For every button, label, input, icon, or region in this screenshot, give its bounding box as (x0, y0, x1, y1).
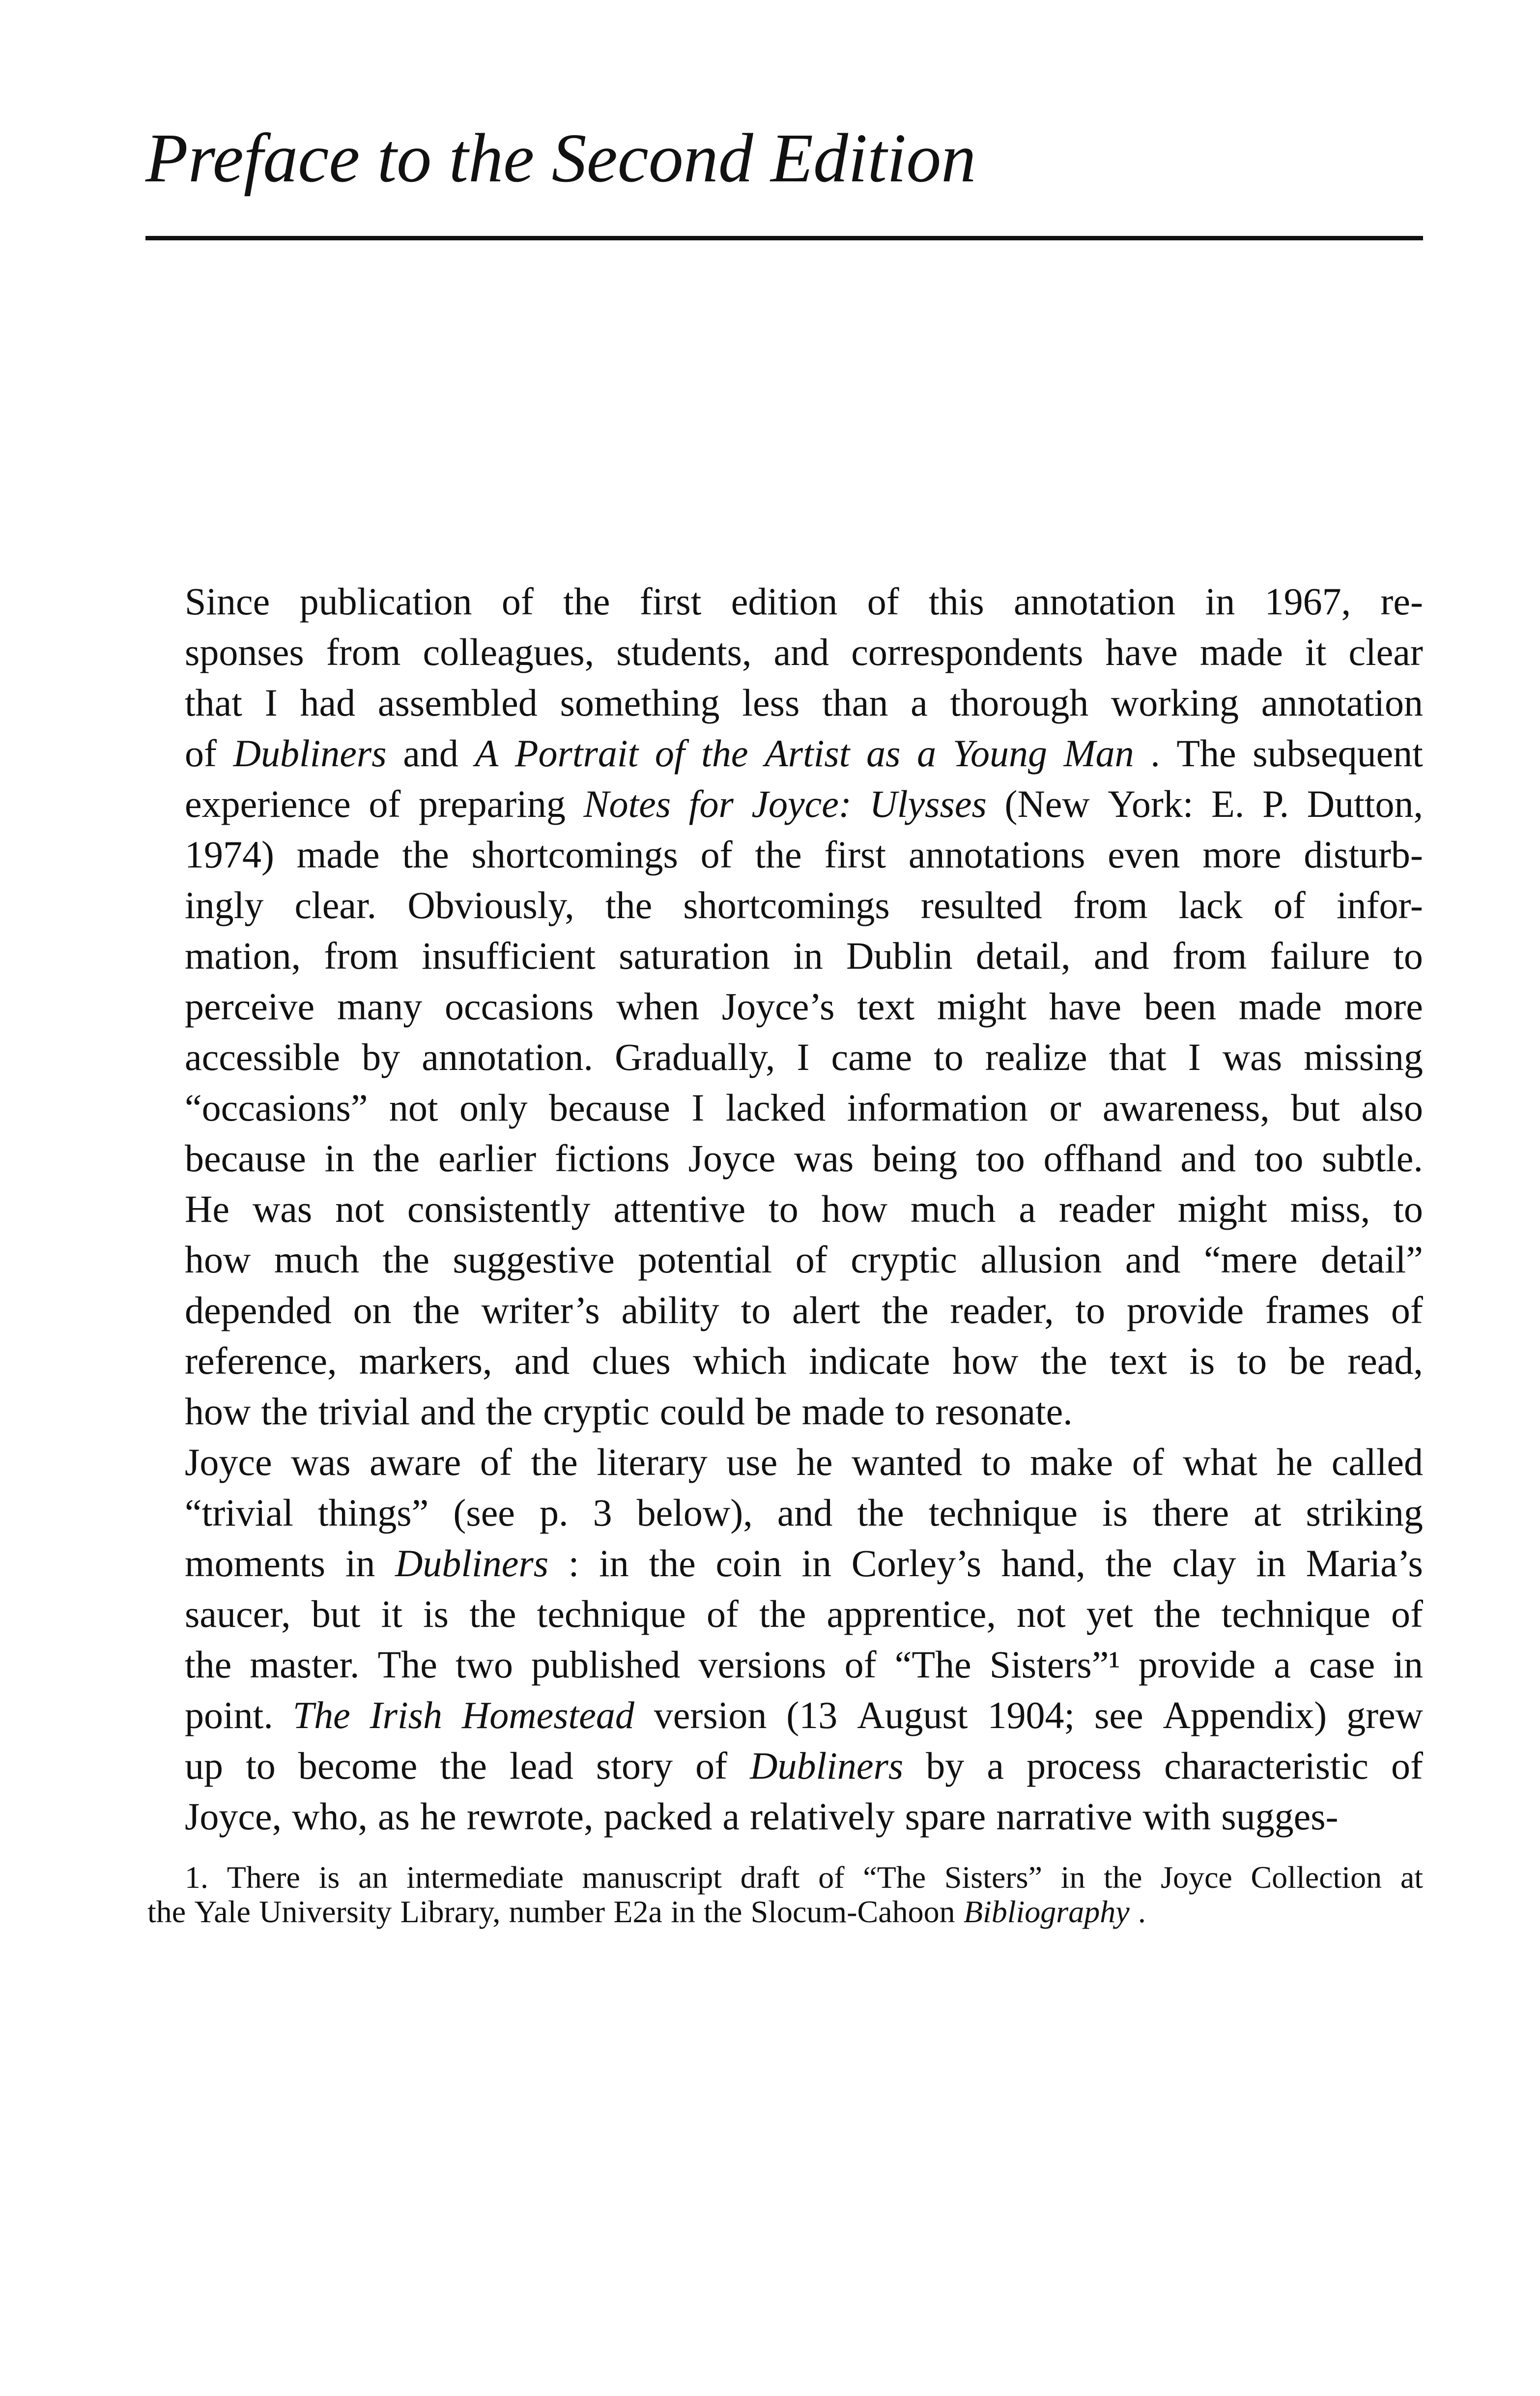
paragraph-1-line: how much the suggestive potential of cryptic allusion and “mere detail” (185, 1238, 1423, 1281)
paragraph-2-line: moments in Dubliners : in the coin in Corley’s hand, the clay in Maria’s (185, 1542, 1423, 1585)
body-text (185, 576, 1423, 1842)
footnote (147, 1860, 1423, 1929)
paragraph-1-line: 1974) made the shortcomings of the first annotations even more disturb- (185, 833, 1423, 876)
paragraph-1-line: He was not consistently attentive to how much a reader might miss, to (185, 1187, 1423, 1230)
paragraph-1-line: how the trivial and the cryptic could be made to resonate. (185, 1390, 1073, 1433)
paragraph-2-line: Joyce was aware of the literary use he wanted to make of what he called (185, 1441, 1423, 1483)
paragraph-1-line: of Dubliners and A Portrait of the Artist as a Young Man . The subsequent (185, 732, 1423, 775)
paragraph-1-line: depended on the writer’s ability to alert the reader, to provide frames of (185, 1289, 1423, 1331)
paragraph-1-line: perceive many occasions when Joyce’s text might have been made more (185, 985, 1423, 1028)
paragraph-1-line: experience of preparing Notes for Joyce: Ulysses (New York: E. P. Dutton, (185, 782, 1423, 825)
paragraph-1-line: that I had assembled something less than a thorough working annotation (185, 681, 1423, 724)
paragraph-1-line: reference, markers, and clues which indicate how the text is to be read, (185, 1339, 1423, 1382)
paragraph-2-line: the master. The two published versions of “The Sisters”¹ provide a case in (185, 1643, 1423, 1686)
paragraph-2-line: “trivial things” (see p. 3 below), and the technique is there at striking (185, 1491, 1423, 1534)
page-title: Preface to the Second Edition (145, 119, 976, 197)
paragraph-1-line: because in the earlier fictions Joyce was being too offhand and too subtle. (185, 1137, 1423, 1180)
paragraph-1-line: Since publication of the first edition of this annotation in 1967, re- (185, 580, 1423, 623)
paragraph-1-line: ingly clear. Obviously, the shortcomings resulted from lack of infor- (185, 884, 1423, 926)
footnote-line: 1. There is an intermediate manuscript draft of “The Sisters” in the Joyce Collection at (185, 1860, 1423, 1895)
paragraph-1-line: accessible by annotation. Gradually, I came to realize that I was missing (185, 1036, 1423, 1078)
paragraph-1-line: “occasions” not only because I lacked information or awareness, but also (185, 1086, 1423, 1129)
paragraph-2-line: up to become the lead story of Dubliners by a process characteristic of (185, 1744, 1423, 1787)
paragraph-2-line: saucer, but it is the technique of the apprentice, not yet the technique of (185, 1592, 1423, 1635)
paragraph-1-line: mation, from insufficient saturation in Dublin detail, and from failure to (185, 934, 1423, 977)
paragraph-1-line: sponses from colleagues, students, and correspondents have made it clear (185, 631, 1423, 673)
footnote-line: the Yale University Library, number E2a in the Slocum-Cahoon Bibliography . (147, 1894, 1146, 1929)
paragraph-2-line: Joyce, who, as he rewrote, packed a relatively spare narrative with sugges- (185, 1795, 1339, 1838)
title-rule (145, 236, 1423, 240)
paragraph-2-line: point. The Irish Homestead version (13 August 1904; see Appendix) grew (185, 1694, 1423, 1736)
